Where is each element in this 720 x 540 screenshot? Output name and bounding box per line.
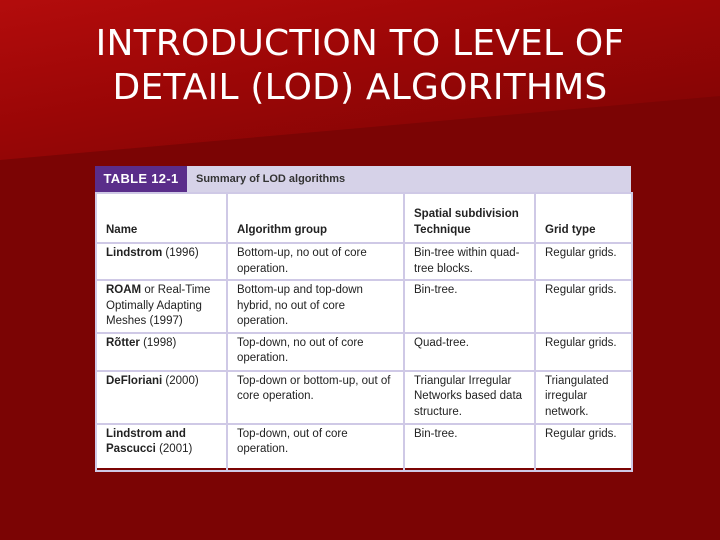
cell-algorithm-group: Bottom-up, no out of core operation. (227, 243, 404, 280)
cell-name (96, 280, 227, 333)
table-header-row (96, 193, 632, 243)
table-figure (95, 166, 631, 468)
algorithm-name: Lindstrom and Pascucci (106, 427, 186, 455)
cell-name (96, 333, 227, 371)
algorithm-name-detail: (2001) (155, 443, 193, 455)
cell-technique: Bin-tree. (404, 424, 535, 471)
table-caption: Summary of LOD algorithms (196, 173, 346, 185)
cell-algorithm-group: Top-down or bottom-up, out of core operation. (227, 371, 404, 424)
cell-technique: Bin-tree within quad-tree blocks. (404, 243, 535, 280)
cell-technique: Triangular Irregular Networks based data structure. (404, 371, 535, 424)
table-row (96, 424, 632, 471)
title-line-2: DETAIL (LOD) ALGORITHMS (112, 67, 608, 108)
algorithm-name-detail: or Real-Time Optimally Adapting Meshes (1997) (106, 284, 211, 327)
column-header-name: Name (96, 193, 227, 243)
cell-technique: Bin-tree. (404, 280, 535, 333)
column-header-technique: Spatial subdivision Technique (404, 193, 535, 243)
algorithm-name: ROAM (106, 284, 142, 296)
cell-name (96, 371, 227, 424)
cell-name (96, 424, 227, 471)
table-header-bar (95, 166, 631, 192)
cell-algorithm-group: Top-down, out of core operation. (227, 424, 404, 471)
table-number: TABLE 12-1 (95, 166, 187, 192)
algorithm-name: DeFloriani (106, 374, 163, 387)
lod-summary-table (95, 192, 633, 472)
cell-grid-type: Regular grids. (535, 424, 632, 471)
algorithm-name: Lindstrom (106, 247, 163, 259)
cell-grid-type: Regular grids. (535, 243, 632, 280)
algorithm-name-detail: (1998) (139, 336, 177, 349)
table-row (96, 243, 632, 280)
table-row (96, 333, 632, 371)
table-row (96, 280, 632, 333)
title-line-1: INTRODUCTION TO LEVEL OF (95, 23, 625, 64)
cell-grid-type: Regular grids. (535, 333, 632, 371)
cell-technique: Quad-tree. (404, 333, 535, 371)
algorithm-name-detail: (2000) (162, 374, 199, 387)
cell-grid-type: Regular grids. (535, 280, 632, 333)
algorithm-name-detail: (1996) (162, 247, 199, 259)
table-row (96, 371, 632, 424)
cell-algorithm-group: Top-down, no out of core operation. (227, 333, 404, 371)
column-header-algorithm-group: Algorithm group (227, 193, 404, 243)
cell-algorithm-group: Bottom-up and top-down hybrid, no out of core operation. (227, 280, 404, 333)
cell-grid-type: Triangulated irregular network. (535, 371, 632, 424)
cell-name (96, 243, 227, 280)
column-header-grid-type: Grid type (535, 193, 632, 243)
slide-title (0, 22, 720, 110)
algorithm-name: Rõtter (106, 336, 140, 349)
